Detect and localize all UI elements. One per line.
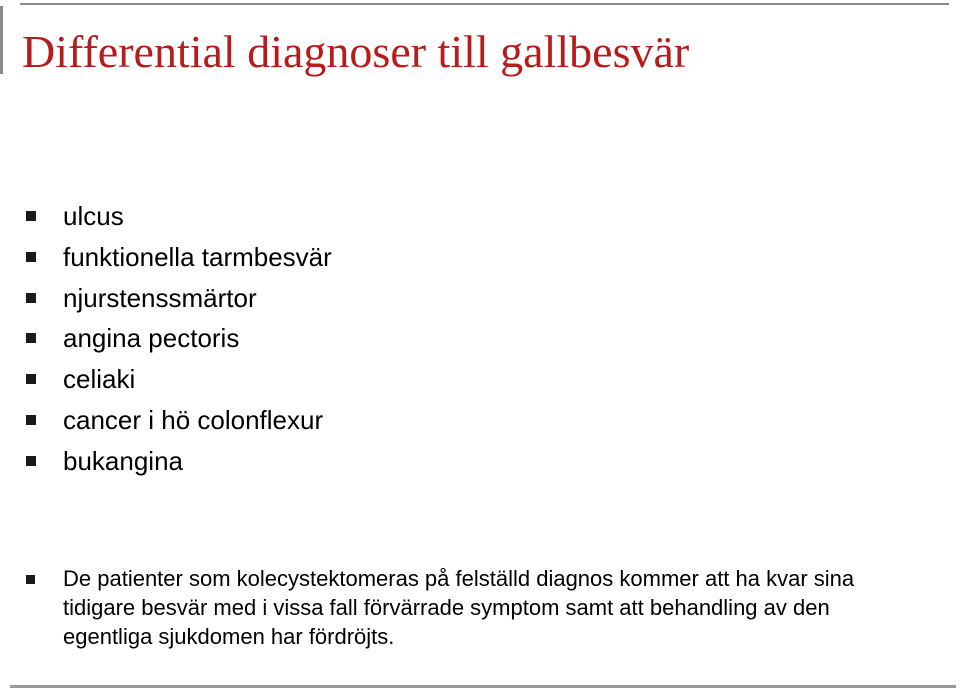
- square-bullet-icon: [26, 293, 36, 303]
- slide-title: Differential diagnoser till gallbesvär: [22, 26, 690, 77]
- list-item-label: celiaki: [63, 364, 136, 395]
- frame-bottom-border: [10, 685, 956, 688]
- list-item: [0, 237, 332, 278]
- list-item: [0, 318, 332, 359]
- list-item: [0, 196, 332, 237]
- diagnosis-list: [0, 196, 332, 482]
- list-item-label: funktionella tarmbesvär: [63, 241, 332, 272]
- square-bullet-icon: [26, 252, 36, 262]
- square-bullet-icon: [26, 333, 36, 343]
- list-item: [0, 278, 332, 319]
- square-bullet-icon: [26, 211, 36, 221]
- list-item: [0, 400, 332, 441]
- frame-left-border: [0, 6, 3, 74]
- note-paragraph: De patienter som kolecystektomeras på felställd diagnos kommer att ha kvar sina tidigare besvär med i vissa fall förvärrade symptom samt att behandling av den egentliga sjukdomen har fördröjts.: [63, 566, 855, 649]
- list-item: [0, 441, 332, 482]
- list-item-label: cancer i hö colonflexur: [63, 404, 324, 435]
- list-item-label: bukangina: [63, 445, 183, 476]
- list-item: [0, 359, 332, 400]
- list-item-label: angina pectoris: [63, 323, 240, 354]
- square-bullet-icon: [26, 374, 36, 384]
- list-item-label: ulcus: [63, 201, 124, 231]
- square-bullet-icon: [26, 456, 36, 466]
- square-bullet-icon: [26, 575, 35, 584]
- list-item-label: njurstenssmärtor: [63, 282, 257, 313]
- square-bullet-icon: [26, 415, 36, 425]
- frame-top-border: [20, 3, 949, 5]
